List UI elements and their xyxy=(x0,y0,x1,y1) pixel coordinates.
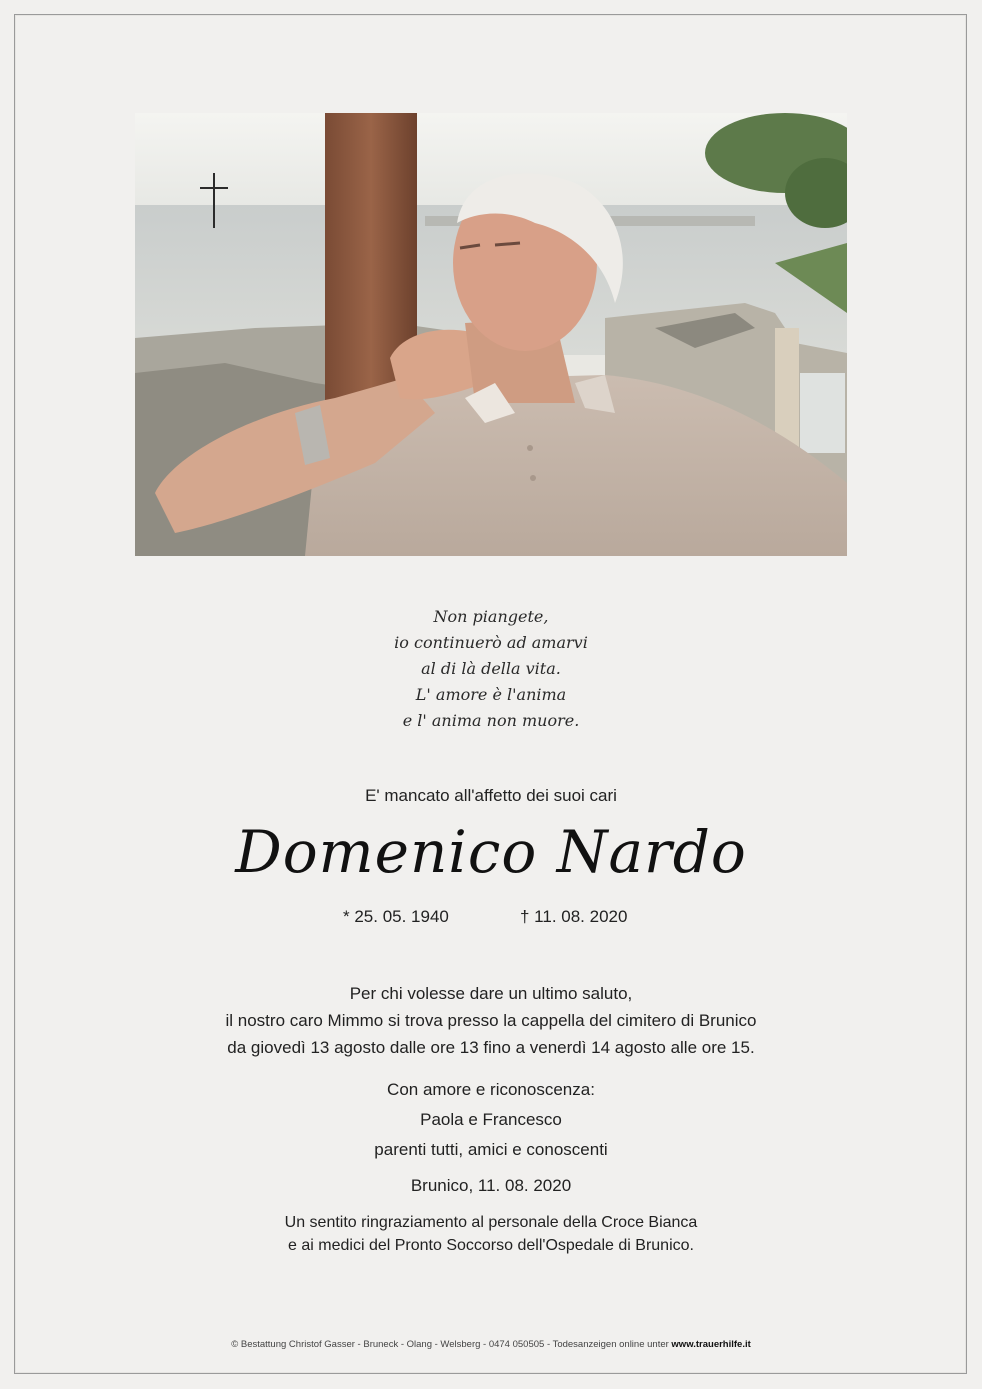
poem-line: Non piangete, xyxy=(433,607,549,626)
visitation-line: il nostro caro Mimmo si trova presso la cappella del cimitero di Brunico xyxy=(225,1011,757,1030)
mourners-line: Paola e Francesco xyxy=(420,1110,562,1129)
footer-text: © Bestattung Christof Gasser - Bruneck - Olang - Welsberg - 0474 050505 - Todesanzeigen online unter xyxy=(231,1339,672,1350)
mourners-line: parenti tutti, amici e conoscenti xyxy=(374,1140,608,1159)
thanks-line: Un sentito ringraziamento al personale della Croce Bianca xyxy=(284,1214,698,1231)
poem-line: L' amore è l'anima xyxy=(415,685,567,704)
footer-link[interactable]: www.trauerhilfe.it xyxy=(671,1339,751,1350)
visitation-line: Per chi volesse dare un ultimo saluto, xyxy=(349,984,633,1003)
poem xyxy=(291,604,691,734)
place-date: Brunico, 11. 08. 2020 xyxy=(410,1176,572,1195)
thanks-line: e ai medici del Pronto Soccorso dell'Ospedale di Brunico. xyxy=(288,1237,694,1254)
poem-line: al di là della vita. xyxy=(421,659,561,678)
cross-icon xyxy=(200,173,228,229)
portrait-photo xyxy=(135,113,847,556)
poem-line: e l' anima non muore. xyxy=(402,711,580,730)
mourners-line: Con amore e riconoscenza: xyxy=(387,1080,595,1099)
birth-date: * 25. 05. 1940 xyxy=(343,907,449,926)
visitation-line: da giovedì 13 agosto dalle ore 13 fino a venerdì 14 agosto alle ore 15. xyxy=(227,1038,755,1057)
visitation-info xyxy=(141,980,841,1061)
footer xyxy=(91,1339,891,1350)
announcement-intro: E' mancato all'affetto dei suoi cari xyxy=(365,786,617,805)
mourners xyxy=(141,1075,841,1165)
poem-line: io continuerò ad amarvi xyxy=(394,633,588,652)
deceased-name: Domenico Nardo xyxy=(235,818,747,886)
death-date: † 11. 08. 2020 xyxy=(520,907,628,926)
thanks-note xyxy=(141,1211,841,1257)
